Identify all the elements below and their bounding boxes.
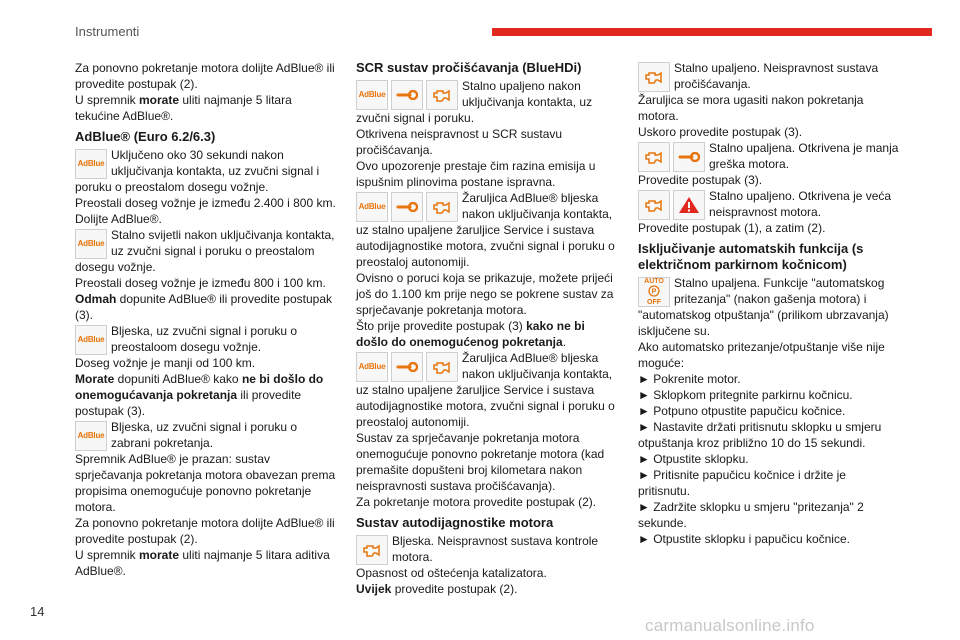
warning-row: Stalno upaljena. Otkrivena je manja greška motora. xyxy=(638,140,900,172)
heading-autodiagnostics: Sustav autodijagnostike motora xyxy=(356,515,554,530)
adblue-icon: AdBlue xyxy=(75,229,107,259)
section-title: Instrumenti xyxy=(75,24,140,39)
svg-text:P: P xyxy=(651,288,657,296)
column-1 xyxy=(75,60,337,579)
paragraph: U spremnik morate uliti najmanje 5 litara tekućine AdBlue®. xyxy=(75,93,292,123)
adblue-icon: AdBlue xyxy=(356,192,388,222)
engine-icon xyxy=(638,190,670,220)
paragraph: Ovisno o poruci koja se prikazuje, možete prijeći još do 1.100 km prije nego se pokrene sustav za sprječavanje pokretanja motora. xyxy=(356,271,614,317)
list-item: ► Nastavite držati pritisnutu sklopku u smjeru otpuštanja kroz približno 10 do 15 sekundi. xyxy=(638,420,882,450)
warning-row: AdBlue Bljeska, uz zvučni signal i poruku o preostaloom dosegu vožnje. xyxy=(75,323,337,355)
wrench-icon xyxy=(673,142,705,172)
paragraph: U spremnik morate uliti najmanje 5 litara aditiva AdBlue®. xyxy=(75,548,330,578)
list-item: ► Pokrenite motor. xyxy=(638,372,741,386)
paragraph: Ako automatsko pritezanje/otpuštanje više nije moguće: xyxy=(638,340,885,370)
engine-icon xyxy=(638,62,670,92)
auto-off-parking-brake-icon: AUTO P OFF xyxy=(638,277,670,307)
paragraph: Preostali doseg vožnje je između 800 i 100 km. xyxy=(75,276,326,290)
paragraph: Otkrivena neispravnost u SCR sustavu pročišćavanja. xyxy=(356,127,563,157)
adblue-icon: AdBlue xyxy=(75,149,107,179)
list-item: ► Sklopkom pritegnite parkirnu kočnicu. xyxy=(638,388,853,402)
list-item: ► Otpustite sklopku. xyxy=(638,452,749,466)
warning-row: AdBlue Uključeno oko 30 sekundi nakon uključivanja kontakta, uz zvučni signal i poruku o preostalom dosegu vožnje. xyxy=(75,148,320,194)
warning-row: AUTO P OFF Stalno upaljena. Funkcije "automatskog pritezanja" (nakon gašenja motora) i "automatskog otpuštanja" (prilikom ubrzavanja) isključene su. xyxy=(638,276,889,338)
wrench-icon xyxy=(391,80,423,110)
watermark: carmanualsonline.info xyxy=(645,616,815,635)
heading-auto-functions: Isključivanje automatskih funkcija (s električnom parkirnom kočnicom) xyxy=(638,241,864,272)
warning-triangle-icon xyxy=(673,190,705,220)
paragraph: Ovo upozorenje prestaje čim razina emisija u ispušnim plinovima postane ispravna. xyxy=(356,159,596,189)
paragraph: Uskoro provedite postupak (3). xyxy=(638,125,803,139)
paragraph: Žaruljica se mora ugasiti nakon pokretanja motora. xyxy=(638,93,864,123)
heading-scr: SCR sustav pročišćavanja (BlueHDi) xyxy=(356,60,582,75)
paragraph: Sustav za sprječavanje pokretanja motora onemogućuje ponovno pokretanje motora (kad premašite dopušteni broj kilometara nakon neispravnosti sustava pročišćavanja). xyxy=(356,431,605,493)
paragraph: Provedite postupak (1), a zatim (2). xyxy=(638,221,826,235)
warning-row: AdBlue Stalno upaljeno nakon uključivanja kontakta, uz zvučni signal i poruku. xyxy=(356,79,593,125)
column-2 xyxy=(356,60,618,597)
paragraph: Morate dopuniti AdBlue® kako ne bi došlo do onemogućavanja pokretanja ili provedite postupak (3). xyxy=(75,372,324,418)
warning-row: Stalno upaljeno. Neispravnost sustava pročišćavanja. xyxy=(638,60,900,92)
paragraph: Doseg vožnje je manji od 100 km. xyxy=(75,356,256,370)
list-item: ► Pritisnite papučicu kočnice i držite je pritisnutu. xyxy=(638,468,846,498)
list-item: ► Otpustite sklopku i papučicu kočnice. xyxy=(638,532,850,546)
warning-row: Stalno upaljeno. Otkrivena je veća neispravnost motora. xyxy=(638,188,900,220)
paragraph: Spremnik AdBlue® je prazan: sustav sprječavanja pokretanja motora obavezan prema propisima onemogućuje ponovno pokretanje motora. xyxy=(75,452,336,514)
paragraph: Provedite postupak (3). xyxy=(638,173,763,187)
paragraph: Što prije provedite postupak (3) kako ne bi došlo do onemogućenog pokretanja. xyxy=(356,319,585,349)
engine-icon xyxy=(426,80,458,110)
warning-row: AdBlue Stalno svijetli nakon uključivanja kontakta, uz zvučni signal i poruku o preostalom dosegu vožnje. xyxy=(75,228,335,274)
header-accent-bar xyxy=(492,28,932,36)
paragraph: Za ponovno pokretanje motora dolijte AdBlue® ili provedite postupak (2). xyxy=(75,61,335,91)
warning-row: AdBlue Bljeska, uz zvučni signal i poruku o zabrani pokretanja. xyxy=(75,419,337,451)
warning-row: AdBlue Žaruljica AdBlue® bljeska nakon uključivanja kontakta, uz stalno upaljene žaruljice Service i sustava autodijagnostike motora, zvučni signal i poruku o preostaloj autonomiji. xyxy=(356,191,615,269)
adblue-icon: AdBlue xyxy=(75,325,107,355)
paragraph: Uvijek provedite postupak (2). xyxy=(356,582,518,596)
adblue-icon: AdBlue xyxy=(356,352,388,382)
warning-row: Bljeska. Neispravnost sustava kontrole motora. xyxy=(356,533,618,565)
engine-icon xyxy=(426,192,458,222)
wrench-icon xyxy=(391,352,423,382)
list-item: ► Potpuno otpustite papučicu kočnice. xyxy=(638,404,846,418)
heading-adblue: AdBlue® (Euro 6.2/6.3) xyxy=(75,129,216,144)
paragraph: Za ponovno pokretanje motora dolijte AdBlue® ili provedite postupak (2). xyxy=(75,516,335,546)
engine-icon xyxy=(356,535,388,565)
page-number: 14 xyxy=(30,604,45,619)
paragraph: Preostali doseg vožnje je između 2.400 i 800 km. xyxy=(75,196,336,210)
warning-row: AdBlue Žaruljica AdBlue® bljeska nakon uključivanja kontakta, uz stalno upaljene žaruljice Service i sustava autodijagnostike motora, zvučni signal i poruku o preostaloj autonomiji. xyxy=(356,351,615,429)
wrench-icon xyxy=(391,192,423,222)
paragraph: Odmah dopunite AdBlue® ili provedite postupak (3). xyxy=(75,292,332,322)
adblue-icon: AdBlue xyxy=(356,80,388,110)
engine-icon xyxy=(638,142,670,172)
list-item: ► Zadržite sklopku u smjeru "pritezanja" 2 sekunde. xyxy=(638,500,864,530)
paragraph: Opasnost od oštećenja katalizatora. xyxy=(356,566,547,580)
engine-icon xyxy=(426,352,458,382)
paragraph: Za pokretanje motora provedite postupak (2). xyxy=(356,495,597,509)
adblue-icon: AdBlue xyxy=(75,421,107,451)
column-3 xyxy=(638,60,900,547)
paragraph: Dolijte AdBlue®. xyxy=(75,212,162,226)
